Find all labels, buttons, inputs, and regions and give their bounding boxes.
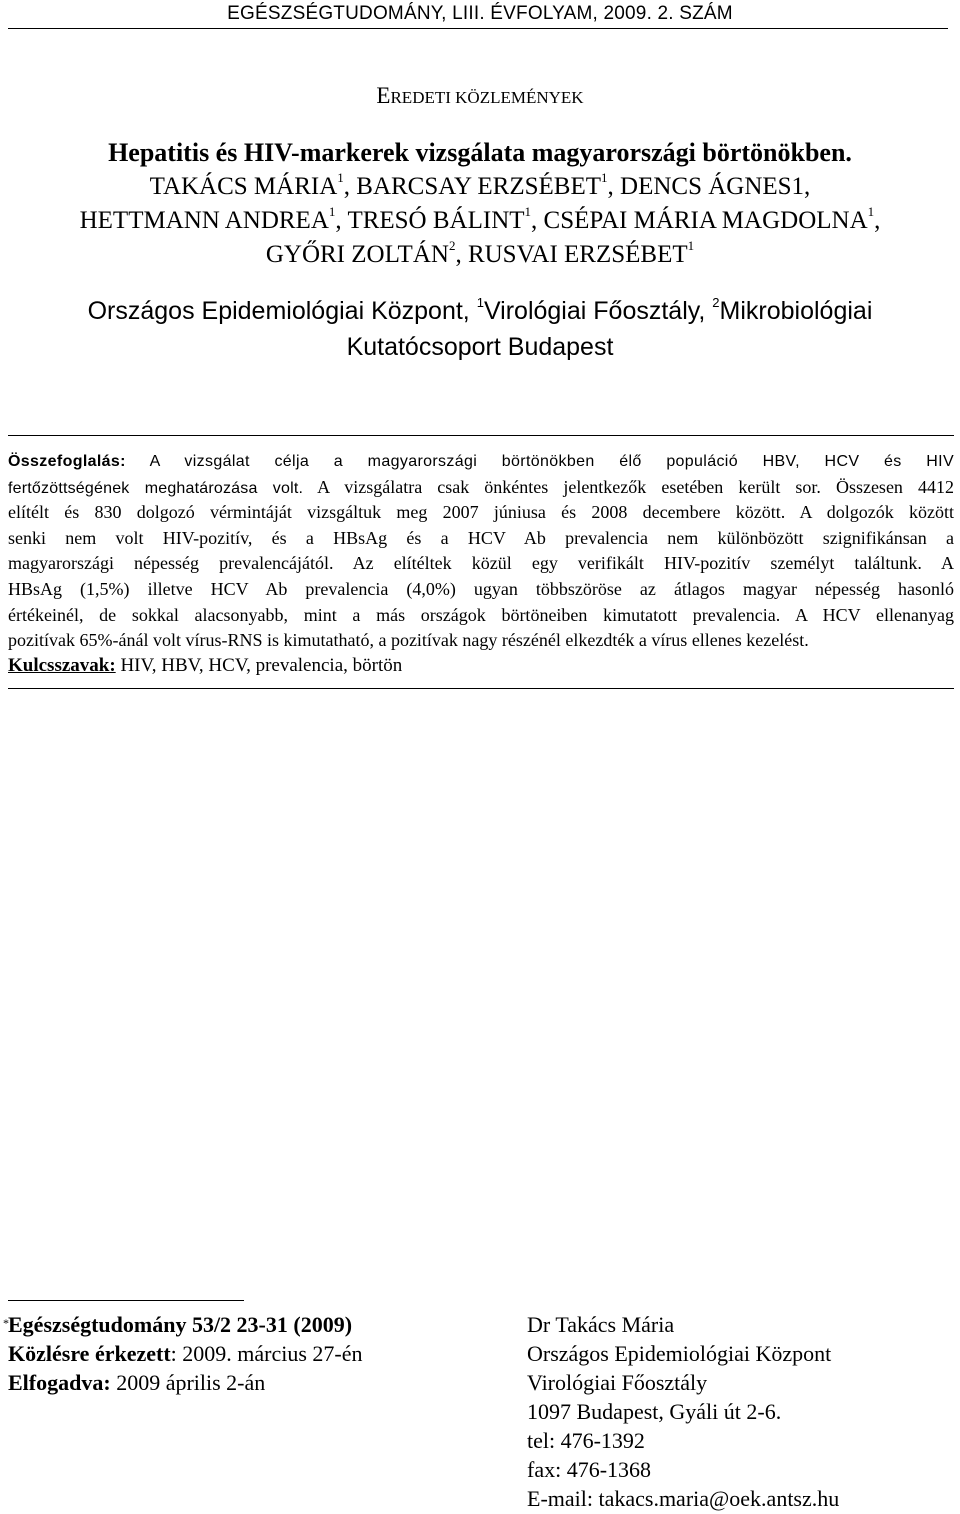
author-name: , DENCS ÁGNES1, [607,173,811,200]
running-header: EGÉSZSÉGTUDOMÁNY, LIII. ÉVFOLYAM, 2009. 2. SZÁM [227,3,733,24]
affiliation-group: Mikrobiológiai [719,297,873,325]
author-affiliation-mark: 1 [687,238,695,253]
affiliation-line-2: Kutatócsoport Budapest [346,333,614,361]
section-heading-part-1: REDETI [390,88,456,107]
abstract-line: elítélt és 830 dolgozó vérmintáját vizsgáltuk meg 2007 júniusa és 2008 decembere között. A dolgozók között [8,502,954,523]
affiliation-department: Virológiai Főosztály, [483,297,713,325]
abstract-rule-bottom [8,688,954,689]
author-name: , BARCSAY ERZSÉBET [343,173,602,200]
received-value: : 2009. március 27-én [170,1341,363,1366]
author-affiliation-mark: 1 [337,170,344,185]
article-title: Hepatitis és HIV-markerek vizsgálata magyarországi börtönökben. [108,138,852,167]
abstract-line: magyarországi népesség prevalencájától. Az elítéltek közül egy verifikált HIV-pozitív személyt találtunk. A [8,553,954,574]
keywords-text: HIV, HBV, HCV, prevalencia, börtön [115,655,403,676]
author-name: , RUSVAI ERZSÉBET [455,241,688,268]
author-name: HETTMANN ANDREA [79,207,329,234]
section-heading-part-2: KÖZLEMÉNYEK [455,88,584,107]
authors-line-2 [0,204,960,235]
abstract-line: HBsAg (1,5%) illetve HCV Ab prevalencia (4,0%) ugyan többszöröse az átlagos magyar népesség hasonló [8,578,954,599]
affiliation-mark: 1 [476,295,484,310]
section-heading-initial: E [376,83,391,108]
author-affiliation-mark: 1 [867,204,875,219]
header-rule [8,28,948,29]
affiliation-institute: Országos Epidemiológiai Központ, [87,297,477,325]
accepted-date [8,1370,265,1396]
abstract-text: A vizsgálat célja a magyarországi börtönökben élő populáció HBV, HCV és HIV [125,453,954,470]
author-name: GYŐRI ZOLTÁN [265,241,449,268]
author-affiliation-mark: 2 [448,238,456,253]
abstract-line [8,475,954,501]
contact-name: Dr Takács Mária [527,1312,675,1337]
accepted-value: 2009 április 2-án [110,1370,266,1395]
author-name: TAKÁCS MÁRIA [149,173,338,200]
footnote-rule [8,1300,244,1301]
author-affiliation-mark: 1 [524,204,532,219]
contact-address: 1097 Budapest, Gyáli út 2-6. [527,1399,782,1424]
keywords [8,655,402,677]
abstract-label: Összefoglalás: [8,453,126,470]
keywords-label: Kulcsszavak: [8,655,116,676]
footnote-mark: * [3,1316,9,1330]
author-name: , CSÉPAI MÁRIA MAGDOLNA [531,207,868,234]
contact-fax: fax: 476-1368 [527,1457,652,1482]
contact-institute: Országos Epidemiológiai Központ [527,1341,832,1366]
abstract-line [8,449,954,475]
abstract-text: fertőzöttségének meghatározása volt. [8,479,304,497]
author-affiliation-mark: 1 [601,170,608,185]
authors-line-3 [0,238,960,269]
contact-department: Virológiai Főosztály [527,1370,708,1395]
accepted-label: Elfogadva: [8,1370,111,1395]
author-separator: , [874,207,881,234]
abstract-line: pozitívak 65%-ánál volt vírus-RNS is kimutatható, a pozitívak nagy részénél elkezdték a vírus ellenes kezelést. [8,630,809,651]
abstract [8,449,954,654]
affiliation-mark: 2 [712,295,720,310]
received-label: Közlésre érkezett [8,1341,171,1366]
abstract-text: A vizsgálatra csak önkéntes jelentkezők esetében került sor. Összesen 4412 [303,476,954,497]
abstract-line: értékeinél, de sokkal alacsonyabb, mint a más országok börtöneiben kimutatott prevalencia. A HCV ellenanyag [8,604,954,625]
contact-email: E-mail: takacs.maria@oek.antsz.hu [527,1486,840,1511]
author-affiliation-mark: 1 [328,204,336,219]
abstract-line: senki nem volt HIV-pozitív, és a HBsAg és a HCV Ab prevalencia nem különbözött szignifikánsan a [8,527,954,548]
journal-reference: Egészségtudomány 53/2 23-31 (2009) [8,1312,353,1337]
author-name: , TRESÓ BÁLINT [335,207,525,234]
authors-line-1 [0,170,960,201]
section-heading [0,83,960,109]
received-date [8,1341,363,1367]
affiliation-line-1 [0,297,960,326]
contact-phone: tel: 476-1392 [527,1428,645,1453]
abstract-rule-top [8,435,954,436]
